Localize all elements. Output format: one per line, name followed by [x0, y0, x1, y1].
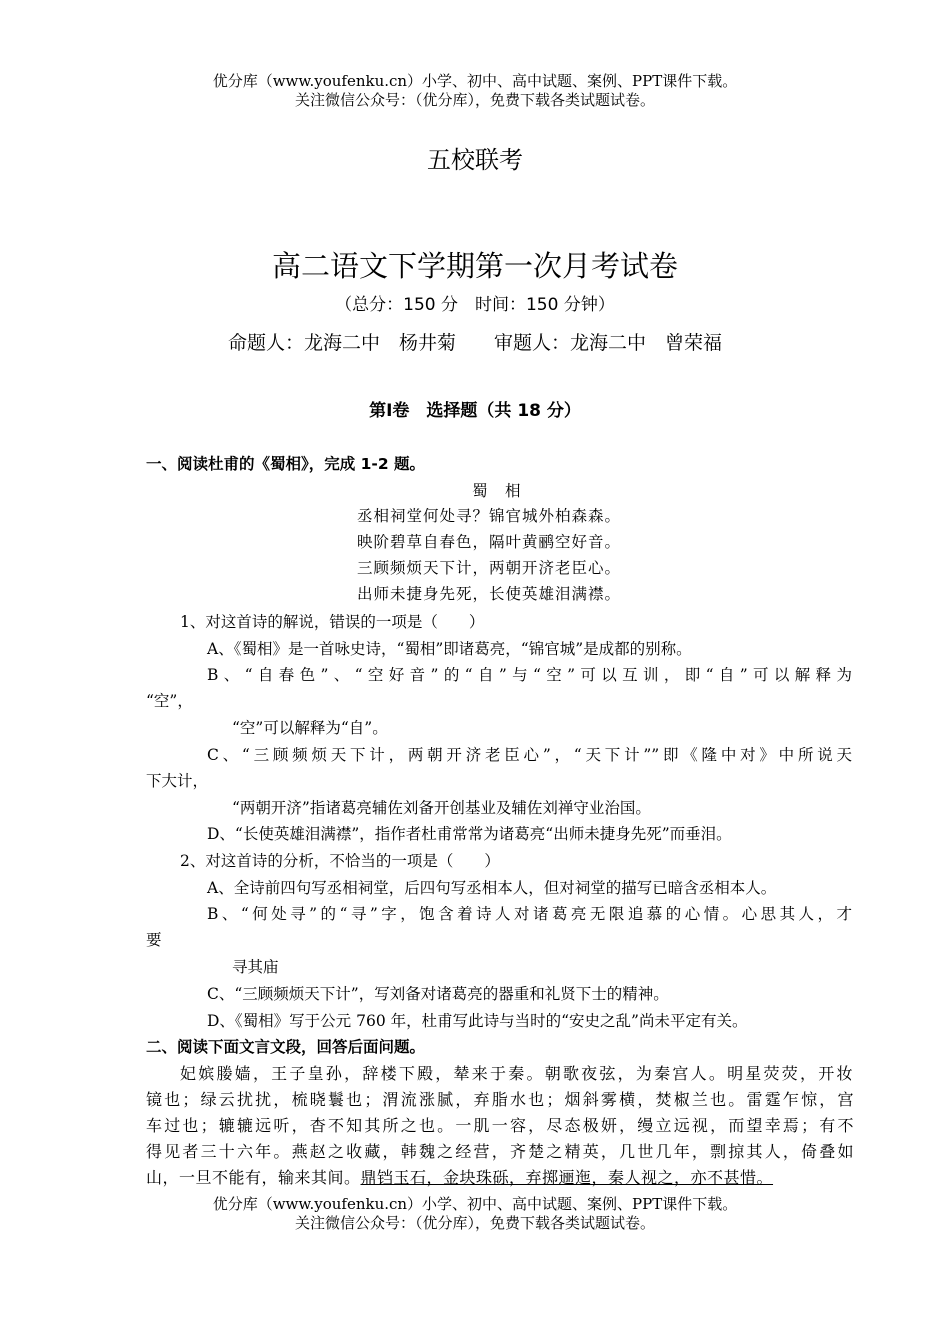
poem-title: 蜀 相 [472, 482, 522, 500]
header-line-2: 关注微信公众号：（优分库），免费下载各类试题试卷。 [294, 91, 655, 109]
q1-option-c-line1: C、“三顾频烦天下计，两朝开济老臣心”，“天下计””即《隆中对》中所说天 [207, 746, 852, 764]
section-title: 第Ⅰ卷 选择题（共 18 分） [369, 401, 581, 421]
part2-heading: 二、阅读下面文言文段，回答后面问题。 [146, 1038, 426, 1056]
header-line-1: 优分库（www.youfenku.cn）小学、初中、高中试题、案例、PPT课件下载。 [212, 72, 738, 90]
footer-line-2: 关注微信公众号：（优分库），免费下载各类试题试卷。 [294, 1214, 655, 1232]
poem-line-3: 三顾频烦天下计，两朝开济老臣心。 [357, 559, 622, 577]
passage-line-5 [146, 1165, 773, 1188]
passage-line-5-plain: 山，一旦不能有，输来其间。 [146, 1168, 361, 1187]
q1-option-c-line3: “两朝开济”指诸葛亮辅佐刘备开创基业及辅佐刘禅守业治国。 [232, 799, 651, 817]
passage-line-1: 妃嫔媵嫱，王子皇孙，辞楼下殿，辇来于秦。朝歌夜弦，为秦宫人。明星荧荧，开妆 [180, 1064, 853, 1083]
passage-line-4: 得见者三十六年。燕赵之收藏，韩魏之经营，齐楚之精英，几世几年，剽掠其人，倚叠如 [146, 1142, 854, 1161]
q2-option-b-line1: B、“何处寻”的“寻”字，饱含着诗人对诸葛亮无限追慕的心情。心思其人，才 [207, 905, 852, 923]
q2-option-b-line3: 寻其庙 [232, 958, 279, 976]
exam-title: 高二语文下学期第一次月考试卷 [271, 249, 678, 283]
poem-line-1: 丞相祠堂何处寻？锦官城外柏森森。 [357, 507, 622, 525]
q2-option-d: D、《蜀相》写于公元 760 年，杜甫写此诗与当时的“安史之乱”尚未平定有关。 [207, 1012, 748, 1030]
q2-stem: 2、对这首诗的分析，不恰当的一项是（ ） [180, 852, 500, 870]
q1-option-b-line1: B、“自春色”、“空好音”的“自”与“空”可以互训，即“自”可以解释为 [207, 666, 852, 684]
footer-line-1: 优分库（www.youfenku.cn）小学、初中、高中试题、案例、PPT课件下载。 [212, 1195, 738, 1213]
q1-option-a: A、《蜀相》是一首咏史诗，“蜀相”即诸葛亮，“锦官城”是成都的别称。 [207, 640, 692, 658]
q2-option-c: C、“三顾频烦天下计”，写刘备对诸葛亮的器重和礼贤下士的精神。 [207, 985, 669, 1003]
q1-option-d: D、“长使英雄泪满襟”，指作者杜甫常常为诸葛亮“出师未捷身先死”而垂泪。 [207, 825, 732, 843]
q1-stem: 1、对这首诗的解说，错误的一项是（ ） [180, 613, 485, 631]
passage-line-2: 镜也；绿云扰扰，梳晓鬟也；渭流涨腻，弃脂水也；烟斜雾横，焚椒兰也。雷霆乍惊，宫 [146, 1090, 854, 1109]
q2-option-b-line2: 要 [146, 931, 162, 949]
passage-underlined-sentence: 鼎铛玉石，金块珠砾，弃掷逦迤，秦人视之，亦不甚惜。 [360, 1168, 774, 1187]
poem-line-4: 出师未捷身先死，长使英雄泪满襟。 [357, 585, 622, 603]
authors: 命题人：龙海二中 杨井菊 审题人：龙海二中 曾荣福 [227, 332, 722, 354]
q2-option-a: A、全诗前四句写丞相祠堂，后四句写丞相本人，但对祠堂的描写已暗含丞相本人。 [207, 879, 777, 897]
q1-option-b-line2: “空”， [146, 692, 193, 710]
q1-option-c-line2: 下大计， [146, 772, 209, 790]
school-title: 五校联考 [427, 146, 523, 174]
passage-line-3: 车过也；辘辘远听，杳不知其所之也。一肌一容，尽态极妍，缦立远视，而望幸焉；有不 [146, 1116, 854, 1135]
part1-heading: 一、阅读杜甫的《蜀相》，完成 1-2 题。 [146, 455, 426, 473]
q1-option-b-line3: “空”可以解释为“自”。 [232, 719, 388, 737]
score-time: （总分：150 分 时间：150 分钟） [335, 295, 615, 315]
poem-line-2: 映阶碧草自春色，隔叶黄鹂空好音。 [357, 533, 622, 551]
